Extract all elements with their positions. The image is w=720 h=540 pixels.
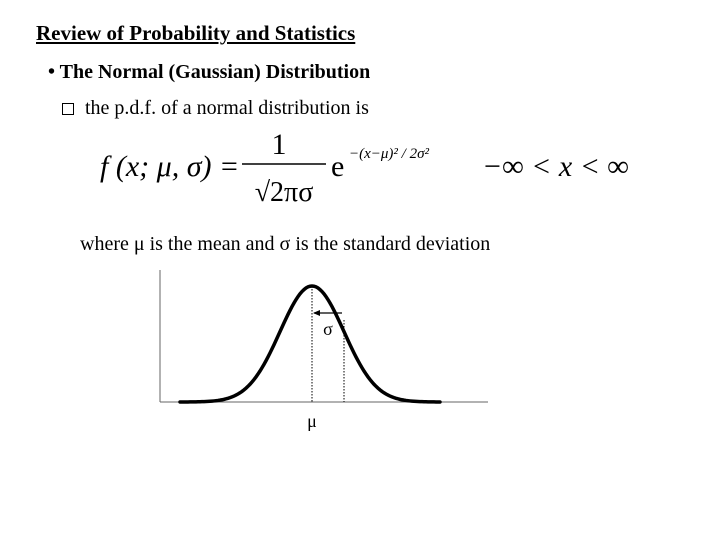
subbullet-pdf bbox=[62, 97, 369, 120]
formula-lhs: f (x; μ, σ) = bbox=[100, 150, 240, 183]
formula-numerator: 1 bbox=[271, 128, 287, 161]
formula-exponent: −(x−μ)² / 2σ² bbox=[349, 146, 429, 162]
mu-label: μ bbox=[307, 411, 317, 431]
pdf-formula bbox=[96, 126, 636, 218]
checkbox-icon bbox=[62, 103, 74, 115]
sigma-label: σ bbox=[323, 319, 333, 339]
formula-denominator: √2πσ bbox=[254, 177, 314, 208]
sigma-arrow-head bbox=[313, 310, 320, 316]
normal-curve-figure bbox=[150, 268, 500, 438]
bullet-normal-distribution: • The Normal (Gaussian) Distribution bbox=[48, 61, 371, 83]
formula-exp-base: e bbox=[331, 150, 345, 183]
where-text: where μ is the mean and σ is the standard deviation bbox=[80, 233, 491, 255]
subbullet-pdf-text: the p.d.f. of a normal distribution is bbox=[85, 97, 369, 119]
formula-range: −∞ < x < ∞ bbox=[482, 150, 629, 183]
bell-curve bbox=[180, 286, 440, 402]
slide-title: Review of Probability and Statistics bbox=[36, 21, 356, 45]
